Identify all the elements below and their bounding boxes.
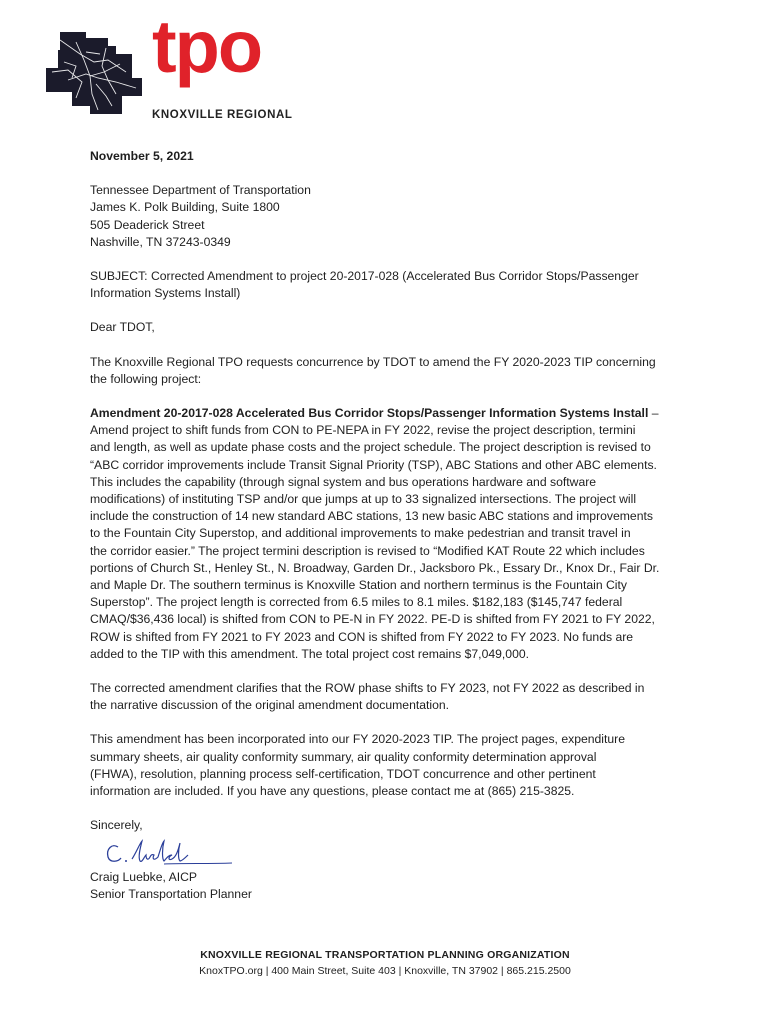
amendment-line: modifications) of instituting TSP and/or que jumps at up to 33 signalized intersections. The project will [90, 492, 637, 507]
amendment-line: to the Fountain City Superstop, and additional improvements to make pedestrian and transit travel in [90, 526, 631, 541]
logo-wordmark: tpo [152, 5, 262, 88]
recipient-line: 505 Deaderick Street [90, 217, 205, 232]
amendment-title: Amendment 20-2017-028 Accelerated Bus Corridor Stops/Passenger Information Systems Install [90, 406, 649, 421]
amendment-line: Amend project to shift funds from CON to PE-NEPA in FY 2022, revise the project description, termini [90, 423, 636, 438]
amendment-line: “ABC corridor improvements include Transit Signal Priority (TSP), ABC Stations and other ABC elements. [90, 457, 657, 472]
amendment-line: This includes the capability (through signal system and bus operations hardware and software [90, 474, 597, 489]
incorporated-line: summary sheets, air quality conformity summary, air quality conformity determination approval [90, 749, 597, 764]
intro-line: The Knoxville Regional TPO requests concurrence by TDOT to amend the FY 2020-2023 TIP concerning [90, 354, 656, 369]
subject-line: SUBJECT: Corrected Amendment to project 20-2017-028 (Accelerated Bus Corridor Stops/Passenger [90, 269, 639, 284]
amendment-line: include the construction of 14 new standard ABC stations, 13 new basic ABC stations and improvements [90, 509, 653, 524]
clarification-line: The corrected amendment clarifies that the ROW phase shifts to FY 2023, not FY 2022 as described in [90, 681, 645, 696]
footer-contact: KnoxTPO.org | 400 Main Street, Suite 403 | Knoxville, TN 37902 | 865.215.2500 [199, 965, 571, 977]
subject-line: Information Systems Install) [90, 286, 241, 301]
amendment-line: added to the TIP with this amendment. The total project cost remains $7,049,000. [90, 646, 530, 661]
amendment-line: and length, as well as update phase costs and the project schedule. The project description is revised to [90, 440, 651, 455]
signer-title: Senior Transportation Planner [90, 886, 252, 901]
tpo-logo [46, 5, 296, 122]
letter-body [90, 148, 690, 903]
amendment-line: the corridor easier.” The project termini description is revised to “Modified KAT Route 22 which includes [90, 543, 645, 558]
amendment-line: portions of Church St., Henley St., N. Broadway, Garden Dr., Jacksboro Pk., Essary Dr., Knox Dr., Fair Dr. [90, 560, 660, 575]
salutation: Dear TDOT, [90, 320, 155, 335]
amendment-line: ROW is shifted from FY 2021 to FY 2023 and CON is shifted from FY 2022 to FY 2023. No funds are [90, 629, 634, 644]
logo-subtitle: KNOXVILLE REGIONAL [152, 109, 293, 121]
incorporated-line: information are included. If you have any questions, please contact me at (865) 215-3825. [90, 784, 575, 799]
intro-line: the following project: [90, 371, 202, 386]
recipient-line: James K. Polk Building, Suite 1800 [90, 200, 280, 215]
letter-date: November 5, 2021 [90, 149, 194, 163]
incorporated-line: This amendment has been incorporated into our FY 2020-2023 TIP. The project pages, expenditure [90, 732, 626, 747]
incorporated-line: (FHWA), resolution, planning process self-certification, TDOT concurrence and other pertinent [90, 766, 596, 781]
letter-footer [0, 947, 770, 979]
amendment-line: CMAQ/$36,436 local) is shifted from CON to PE-N in FY 2022. PE-D is shifted from FY 2021 to FY 2022, [90, 612, 655, 627]
amendment-line: and Maple Dr. The southern terminus is Knoxville Station and northern terminus is the Fountain City [90, 578, 627, 593]
amendment-line [90, 405, 690, 422]
clarification-line: the narrative discussion of the original amendment documentation. [90, 698, 450, 713]
signer-name: Craig Luebke, AICP [90, 869, 198, 884]
footer-org: KNOXVILLE REGIONAL TRANSPORTATION PLANNING ORGANIZATION [200, 949, 570, 961]
signature [104, 837, 234, 867]
recipient-line: Nashville, TN 37243-0349 [90, 234, 231, 249]
closing: Sincerely, [90, 818, 143, 833]
amendment-line: Superstop”. The project length is corrected from 6.5 miles to 8.1 miles. $182,183 ($145,747 federal [90, 595, 623, 610]
knoxville-region-map-icon [46, 32, 148, 114]
amendment-dash: – [648, 406, 659, 421]
recipient-line: Tennessee Department of Transportation [90, 183, 311, 198]
